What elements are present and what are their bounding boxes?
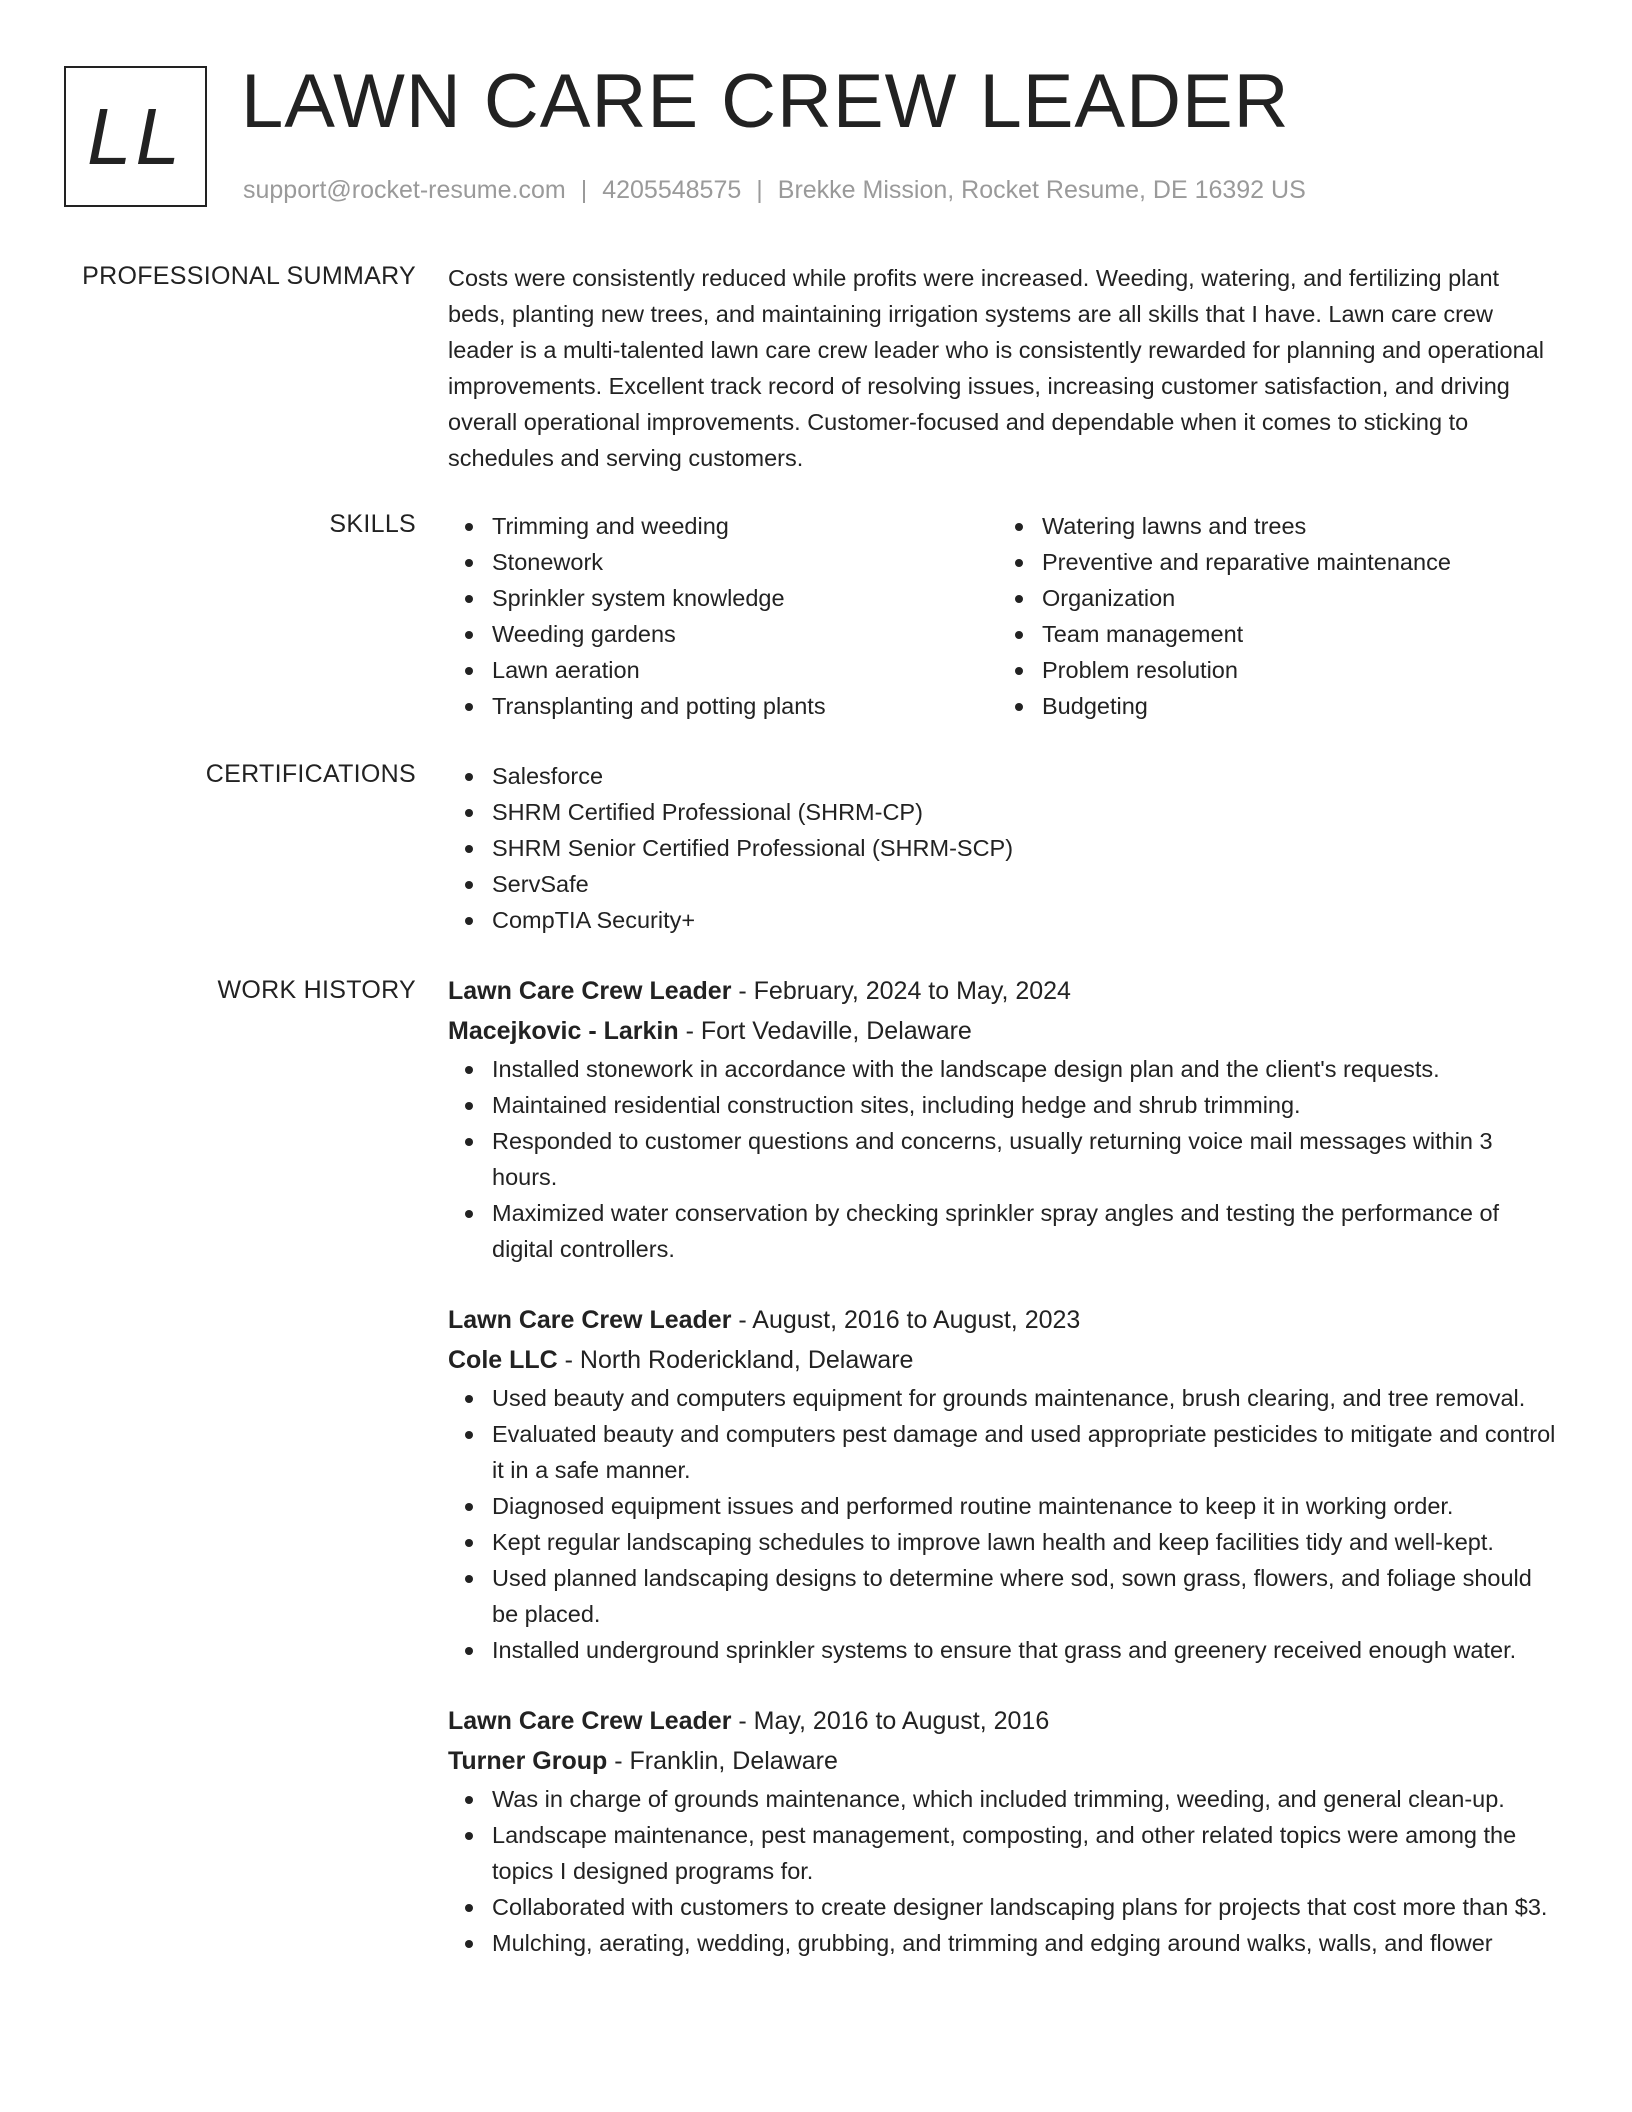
list-item: Maximized water conservation by checking sprinkler spray angles and testing the performance of digital controllers. — [448, 1195, 1563, 1267]
list-item: Diagnosed equipment issues and performed routine maintenance to keep it in working order. — [448, 1488, 1563, 1524]
list-item: Team management — [998, 616, 1558, 652]
skills-list-left — [448, 508, 998, 724]
job-company: Turner Group — [448, 1747, 608, 1775]
list-item: Transplanting and potting plants — [448, 688, 998, 724]
summary-text: Costs were consistently reduced while profits were increased. Weeding, watering, and fertilizing plant beds, planting new trees, and maintaining irrigation systems are all skills that I have. Lawn care crew leader is a multi-talented lawn care crew leader who is consistently rewarded for planning and operational improvements. Excellent track record of resolving issues, increasing customer satisfaction, and driving overall operational improvements. Customer-focused and dependable when it comes to sticking to schedules and serving customers. — [448, 265, 1544, 471]
job-dates: - May, 2016 to August, 2016 — [731, 1707, 1050, 1735]
list-item: Responded to customer questions and concerns, usually returning voice mail messages within 3 hours. — [448, 1123, 1563, 1195]
certifications-list — [448, 758, 1563, 938]
job-title-line — [448, 1300, 1563, 1340]
list-item: Trimming and weeding — [448, 508, 998, 544]
list-item: SHRM Certified Professional (SHRM-CP) — [448, 794, 1563, 830]
job-title: Lawn Care Crew Leader — [448, 1306, 732, 1334]
contact-line — [243, 174, 1306, 206]
job-entry — [448, 971, 1563, 1267]
list-item: Watering lawns and trees — [998, 508, 1558, 544]
work-history-heading: WORK HISTORY — [217, 976, 416, 1004]
job-entry — [448, 1701, 1563, 1961]
list-item: Organization — [998, 580, 1558, 616]
job-company-line — [448, 1011, 1563, 1051]
job-company-line — [448, 1741, 1563, 1781]
job-title-line — [448, 971, 1563, 1011]
list-item: Salesforce — [448, 758, 1563, 794]
page-title: LAWN CARE CREW LEADER — [241, 59, 1290, 144]
list-item: Installed stonework in accordance with the landscape design plan and the client's requests. — [448, 1051, 1563, 1087]
skills-list-right — [998, 508, 1558, 724]
contact-phone: 4205548575 — [602, 176, 742, 204]
job-title: Lawn Care Crew Leader — [448, 1707, 732, 1735]
list-item: Sprinkler system knowledge — [448, 580, 998, 616]
contact-separator: | — [580, 176, 588, 204]
summary-body — [448, 260, 1563, 476]
job-company: Macejkovic - Larkin — [448, 1017, 679, 1045]
list-item: Preventive and reparative maintenance — [998, 544, 1558, 580]
job-dates: - August, 2016 to August, 2023 — [731, 1306, 1081, 1334]
list-item: Stonework — [448, 544, 998, 580]
list-item: Mulching, aerating, wedding, grubbing, and trimming and edging around walks, walls, and flower — [448, 1925, 1563, 1961]
job-location: - Franklin, Delaware — [607, 1747, 838, 1775]
summary-heading: PROFESSIONAL SUMMARY — [82, 262, 416, 290]
job-entry — [448, 1300, 1563, 1668]
job-location: - Fort Vedaville, Delaware — [678, 1017, 972, 1045]
list-item: CompTIA Security+ — [448, 902, 1563, 938]
skills-heading: SKILLS — [329, 510, 416, 538]
list-item: Installed underground sprinkler systems to ensure that grass and greenery received enough water. — [448, 1632, 1563, 1668]
job-location: - North Roderickland, Delaware — [557, 1346, 914, 1374]
certifications-heading: CERTIFICATIONS — [205, 760, 416, 788]
job-bullets — [448, 1380, 1563, 1668]
list-item: Weeding gardens — [448, 616, 998, 652]
list-item: Maintained residential construction sites, including hedge and shrub trimming. — [448, 1087, 1563, 1123]
contact-address: Brekke Mission, Rocket Resume, DE 16392 US — [777, 176, 1306, 204]
job-title-line — [448, 1701, 1563, 1741]
list-item: Collaborated with customers to create designer landscaping plans for projects that cost more than $3. — [448, 1889, 1563, 1925]
monogram-logo: LL — [64, 66, 207, 207]
list-item: Kept regular landscaping schedules to improve lawn health and keep facilities tidy and well-kept. — [448, 1524, 1563, 1560]
list-item: Used planned landscaping designs to determine where sod, sown grass, flowers, and foliage should be placed. — [448, 1560, 1563, 1632]
job-dates: - February, 2024 to May, 2024 — [731, 977, 1071, 1005]
contact-separator: | — [756, 176, 763, 204]
list-item: SHRM Senior Certified Professional (SHRM-SCP) — [448, 830, 1563, 866]
skills-body — [448, 508, 1563, 724]
job-company: Cole LLC — [448, 1346, 558, 1374]
list-item: Landscape maintenance, pest management, composting, and other related topics were among the topics I designed programs for. — [448, 1817, 1563, 1889]
list-item: Evaluated beauty and computers pest damage and used appropriate pesticides to mitigate and control it in a safe manner. — [448, 1416, 1563, 1488]
list-item: Was in charge of grounds maintenance, which included trimming, weeding, and general clean-up. — [448, 1781, 1563, 1817]
job-bullets — [448, 1051, 1563, 1267]
certifications-body — [448, 758, 1563, 938]
work-history-body — [448, 971, 1563, 1994]
list-item: Used beauty and computers equipment for grounds maintenance, brush clearing, and tree removal. — [448, 1380, 1563, 1416]
job-company-line — [448, 1340, 1563, 1380]
list-item: Lawn aeration — [448, 652, 998, 688]
list-item: Problem resolution — [998, 652, 1558, 688]
contact-email: support@rocket-resume.com — [243, 176, 566, 204]
job-bullets — [448, 1781, 1563, 1961]
list-item: ServSafe — [448, 866, 1563, 902]
job-title: Lawn Care Crew Leader — [448, 977, 732, 1005]
list-item: Budgeting — [998, 688, 1558, 724]
